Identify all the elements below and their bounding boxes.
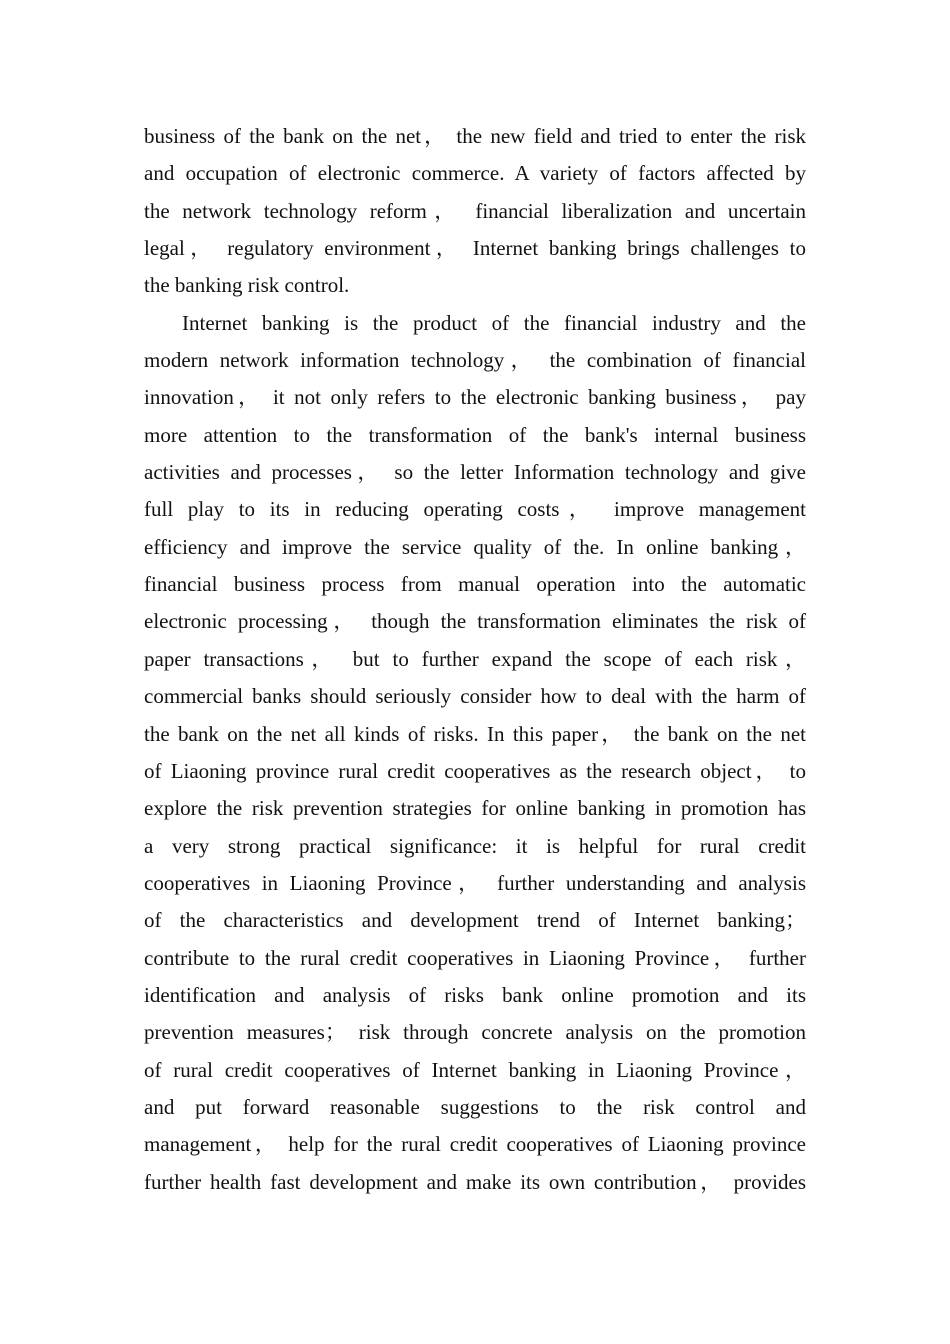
text-line: the bank on the net all kinds of risks. In this paper， the bank on the net: [144, 721, 806, 746]
text-line: activities and processes， so the letter Information technology and give: [144, 460, 806, 485]
text-line: financial business process from manual operation into the automatic: [144, 572, 806, 597]
text-line: more attention to the transformation of the bank's internal business: [144, 422, 806, 447]
text-line: commercial banks should seriously consider how to deal with the harm of: [144, 684, 806, 709]
body-text: [144, 118, 806, 1201]
text-line: identification and analysis of risks bank online promotion and its: [144, 982, 806, 1007]
text-line: modern network information technology， the combination of financial: [144, 348, 806, 373]
text-line: of rural credit cooperatives of Internet banking in Liaoning Province，: [144, 1057, 806, 1082]
text-line: of the characteristics and development trend of Internet banking；: [144, 908, 806, 933]
text-line: management， help for the rural credit cooperatives of Liaoning province: [144, 1132, 806, 1157]
paragraph: [144, 305, 806, 1201]
text-line: explore the risk prevention strategies for online banking in promotion has: [144, 796, 806, 821]
text-line: the banking risk control.: [144, 273, 350, 298]
text-line: electronic processing， though the transformation eliminates the risk of: [144, 609, 806, 634]
text-line: innovation， it not only refers to the electronic banking business， pay: [144, 385, 806, 410]
text-line: cooperatives in Liaoning Province， further understanding and analysis: [144, 870, 806, 895]
text-line: and occupation of electronic commerce. A variety of factors affected by: [144, 161, 806, 186]
text-line: of Liaoning province rural credit cooperatives as the research object， to: [144, 758, 806, 783]
text-line: legal， regulatory environment， Internet banking brings challenges to: [144, 236, 806, 261]
text-line: prevention measures； risk through concrete analysis on the promotion: [144, 1020, 806, 1045]
text-line: contribute to the rural credit cooperatives in Liaoning Province， further: [144, 945, 806, 970]
text-line: full play to its in reducing operating costs， improve management: [144, 497, 806, 522]
text-line: paper transactions， but to further expand the scope of each risk，: [144, 646, 806, 671]
text-line: and put forward reasonable suggestions to the risk control and: [144, 1094, 806, 1119]
paragraph: [144, 118, 806, 305]
text-line: the network technology reform， financial liberalization and uncertain: [144, 198, 806, 223]
text-line: efficiency and improve the service quality of the. In online banking，: [144, 534, 806, 559]
text-line: Internet banking is the product of the financial industry and the: [182, 310, 806, 335]
text-line: further health fast development and make its own contribution， provides: [144, 1169, 806, 1194]
text-line: a very strong practical significance: it is helpful for rural credit: [144, 833, 806, 858]
text-line: business of the bank on the net， the new field and tried to enter the risk: [144, 124, 806, 148]
